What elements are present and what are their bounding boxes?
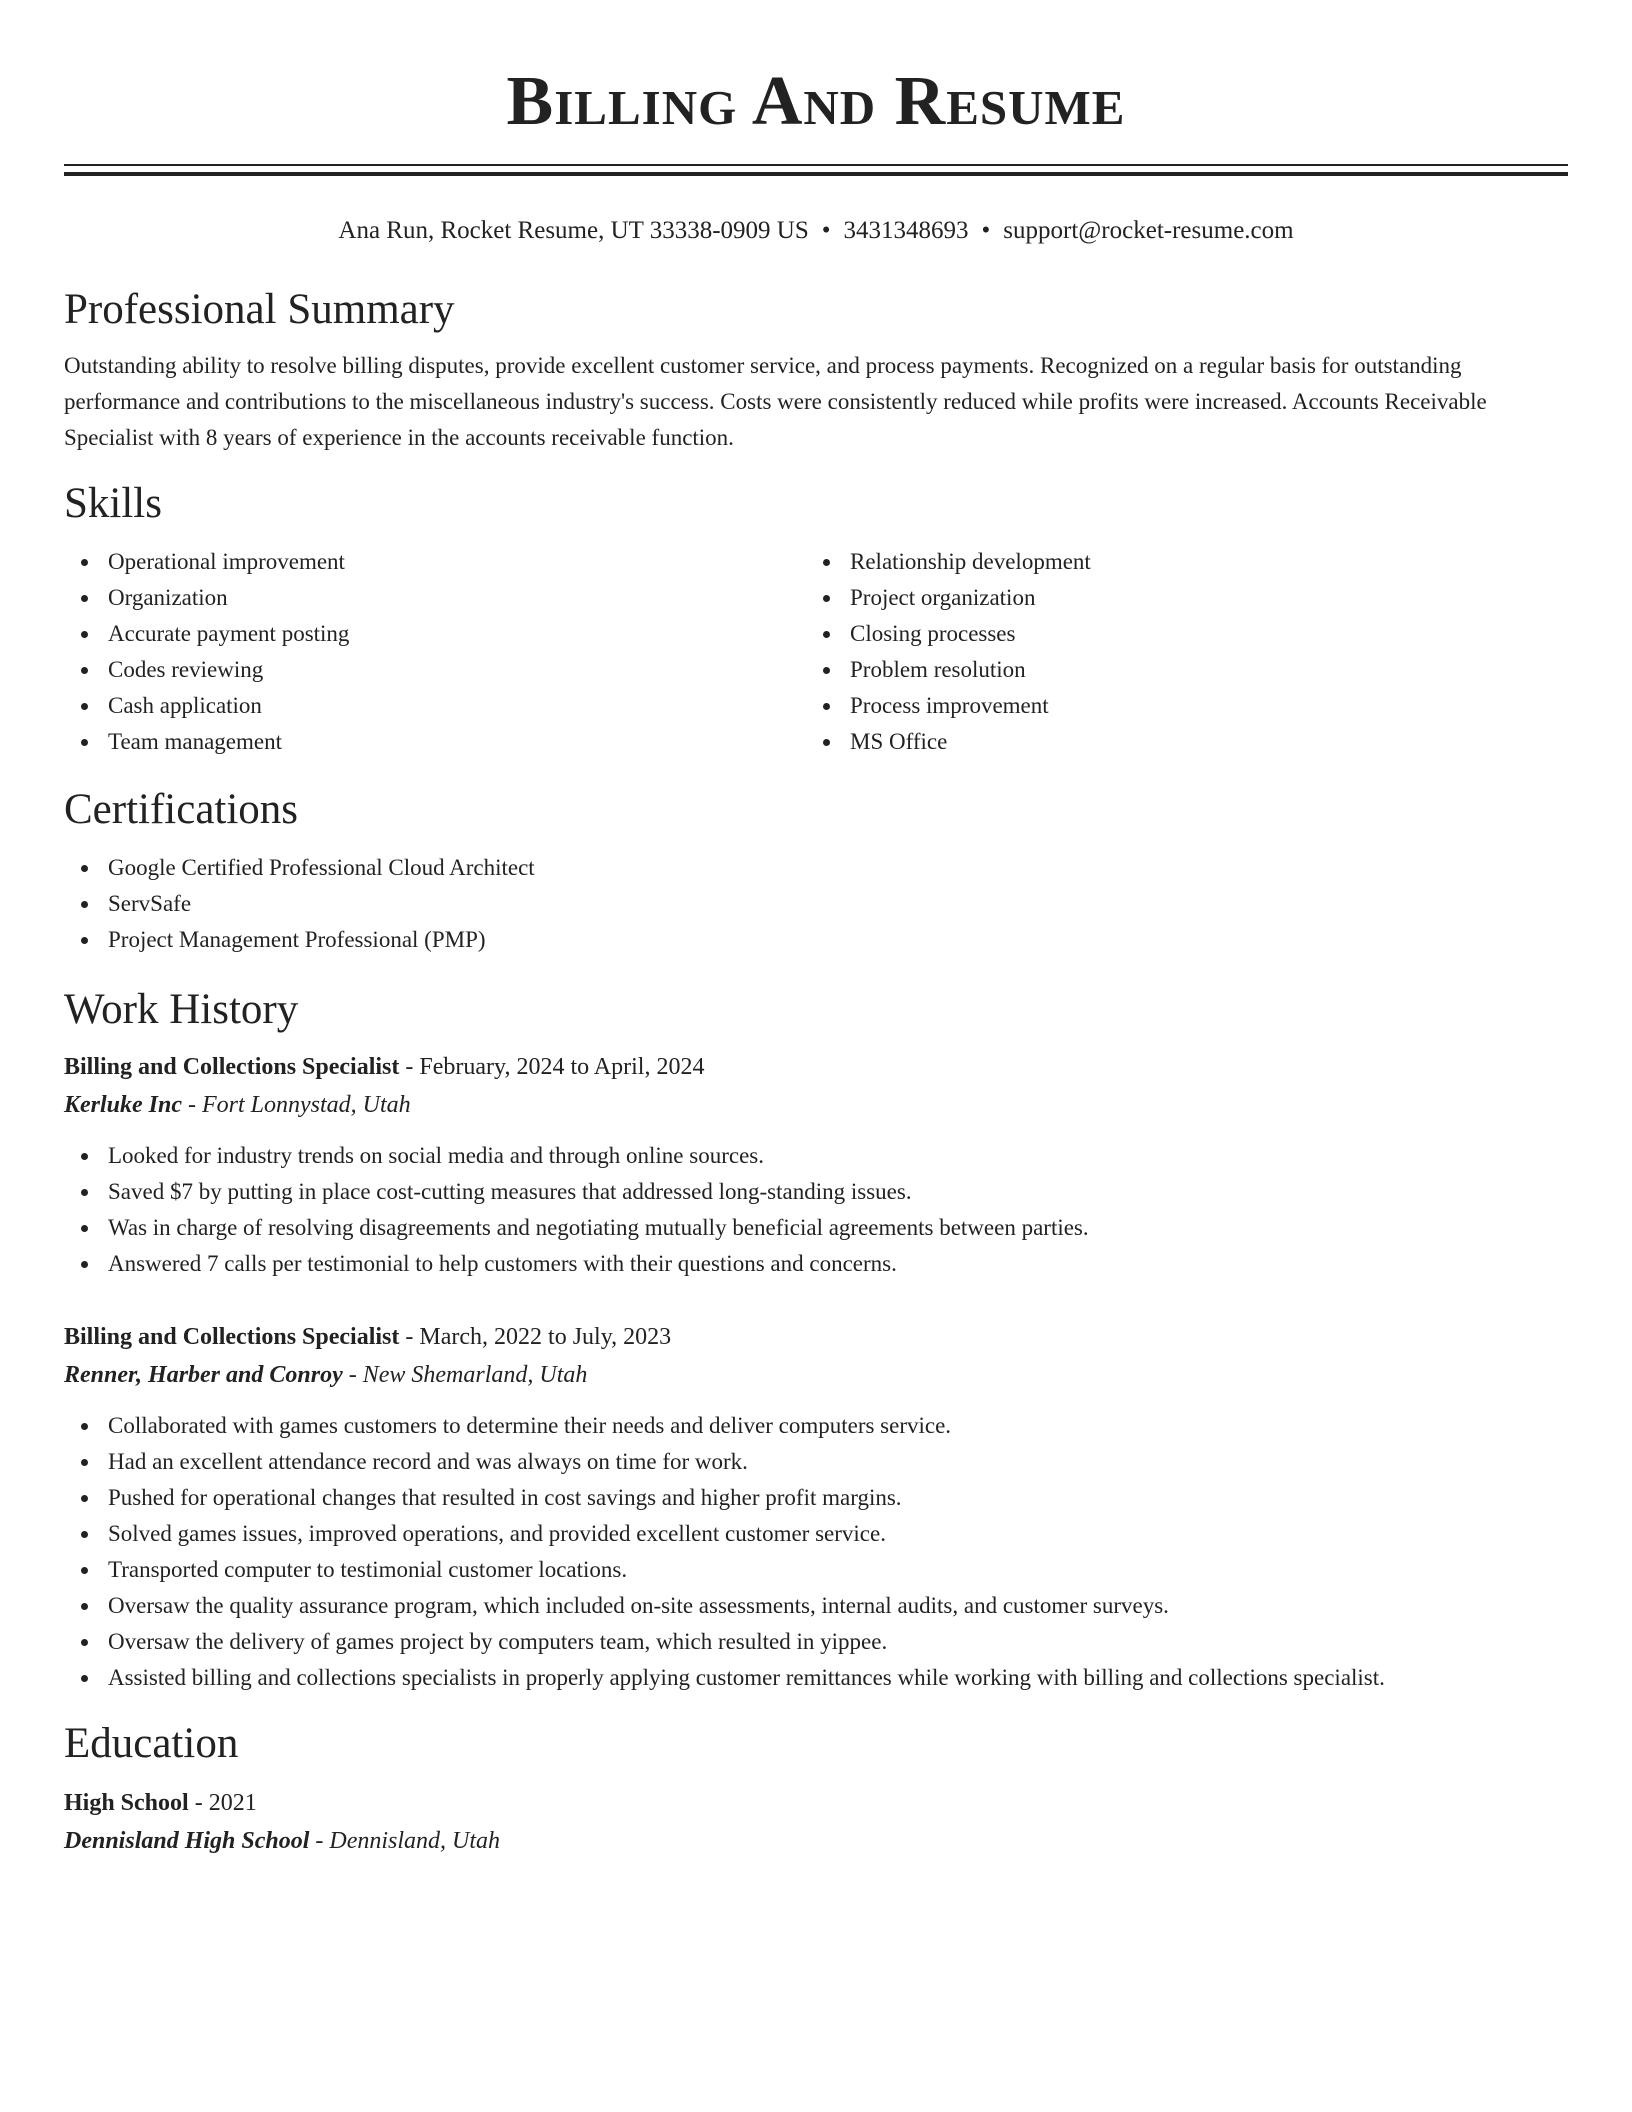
skill-item: Organization — [64, 580, 806, 616]
education-school-line — [64, 1822, 1568, 1860]
certification-item: Project Management Professional (PMP) — [64, 922, 1568, 958]
job-company-line — [64, 1086, 1568, 1124]
certification-item: Google Certified Professional Cloud Architect — [64, 850, 1568, 886]
skill-item: MS Office — [806, 724, 1548, 760]
contact-line — [64, 214, 1568, 248]
contact-email: support@rocket-resume.com — [1003, 217, 1294, 244]
skill-item: Operational improvement — [64, 544, 806, 580]
skill-item: Process improvement — [806, 688, 1548, 724]
skill-item: Closing processes — [806, 616, 1548, 652]
job-location: - New Shemarland, Utah — [348, 1362, 588, 1388]
job-bullet: Was in charge of resolving disagreements and negotiating mutually beneficial agreements between parties. — [64, 1210, 1568, 1246]
summary-text: Outstanding ability to resolve billing disputes, provide excellent customer service, and process payments. Recognized on a regular basis for outstanding performance and contributions to the miscellaneous industry's success. Costs were consistently reduced while profits were increased. Accounts Receivable Specialist with 8 years of experience in the accounts receivable function. — [64, 353, 1487, 450]
education-location: - Dennisland, Utah — [315, 1828, 501, 1854]
education-year: - 2021 — [194, 1790, 257, 1816]
contact-address: Ana Run, Rocket Resume, UT 33338-0909 US — [338, 217, 809, 244]
header-divider-thick — [64, 172, 1568, 176]
skill-item: Problem resolution — [806, 652, 1548, 688]
job-bullet: Answered 7 calls per testimonial to help customers with their questions and concerns. — [64, 1246, 1568, 1282]
contact-phone: 3431348693 — [843, 217, 969, 244]
job-bullet: Solved games issues, improved operations, and provided excellent customer service. — [64, 1516, 1568, 1552]
job-bullet: Had an excellent attendance record and was always on time for work. — [64, 1444, 1568, 1480]
job-title: Billing and Collections Specialist — [64, 1324, 400, 1350]
skills-list-right — [806, 544, 1548, 760]
skill-item: Team management — [64, 724, 806, 760]
job-bullets — [64, 1408, 1568, 1696]
job-bullet: Looked for industry trends on social media and through online sources. — [64, 1138, 1568, 1174]
skill-item: Cash application — [64, 688, 806, 724]
job-bullet: Oversaw the quality assurance program, which included on-site assessments, internal audits, and customer surveys. — [64, 1588, 1568, 1624]
job-location: - Fort Lonnystad, Utah — [188, 1092, 411, 1118]
job-title-line — [64, 1048, 1568, 1086]
page-title: Billing And Resume — [506, 63, 1126, 140]
job-entry — [64, 1048, 1568, 1282]
certification-item: ServSafe — [64, 886, 1568, 922]
job-entry — [64, 1318, 1568, 1696]
job-bullets — [64, 1138, 1568, 1282]
skill-item: Project organization — [806, 580, 1548, 616]
skills-list-left — [64, 544, 806, 760]
job-title-line — [64, 1318, 1568, 1356]
job-dates: - February, 2024 to April, 2024 — [405, 1054, 705, 1080]
job-company-line — [64, 1356, 1568, 1394]
education-degree-line — [64, 1784, 1568, 1822]
skill-item: Accurate payment posting — [64, 616, 806, 652]
education-school: Dennisland High School — [64, 1828, 310, 1854]
certifications-heading: Certifications — [64, 786, 299, 833]
skill-item: Relationship development — [806, 544, 1548, 580]
contact-separator: • — [981, 217, 991, 244]
job-company: Renner, Harber and Conroy — [64, 1362, 343, 1388]
job-bullet: Oversaw the delivery of games project by computers team, which resulted in yippee. — [64, 1624, 1568, 1660]
contact-separator: • — [821, 217, 831, 244]
job-bullet: Saved $7 by putting in place cost-cutting measures that addressed long-standing issues. — [64, 1174, 1568, 1210]
job-dates: - March, 2022 to July, 2023 — [405, 1324, 672, 1350]
education-entry — [64, 1784, 1568, 1860]
skill-item: Codes reviewing — [64, 652, 806, 688]
work-history-heading: Work History — [64, 986, 299, 1033]
header-divider-thin — [64, 164, 1568, 166]
job-title: Billing and Collections Specialist — [64, 1054, 400, 1080]
skills-columns — [64, 544, 1568, 760]
job-bullet: Assisted billing and collections specialists in properly applying customer remittances while working with billing and collections specialist. — [64, 1660, 1568, 1696]
job-bullet: Pushed for operational changes that resulted in cost savings and higher profit margins. — [64, 1480, 1568, 1516]
education-heading: Education — [64, 1720, 239, 1767]
certifications-list — [64, 850, 1568, 958]
education-degree: High School — [64, 1790, 189, 1816]
skills-heading: Skills — [64, 480, 162, 527]
job-bullet: Collaborated with games customers to determine their needs and deliver computers service. — [64, 1408, 1568, 1444]
job-bullet: Transported computer to testimonial customer locations. — [64, 1552, 1568, 1588]
summary-heading: Professional Summary — [64, 286, 455, 333]
job-company: Kerluke Inc — [64, 1092, 183, 1118]
